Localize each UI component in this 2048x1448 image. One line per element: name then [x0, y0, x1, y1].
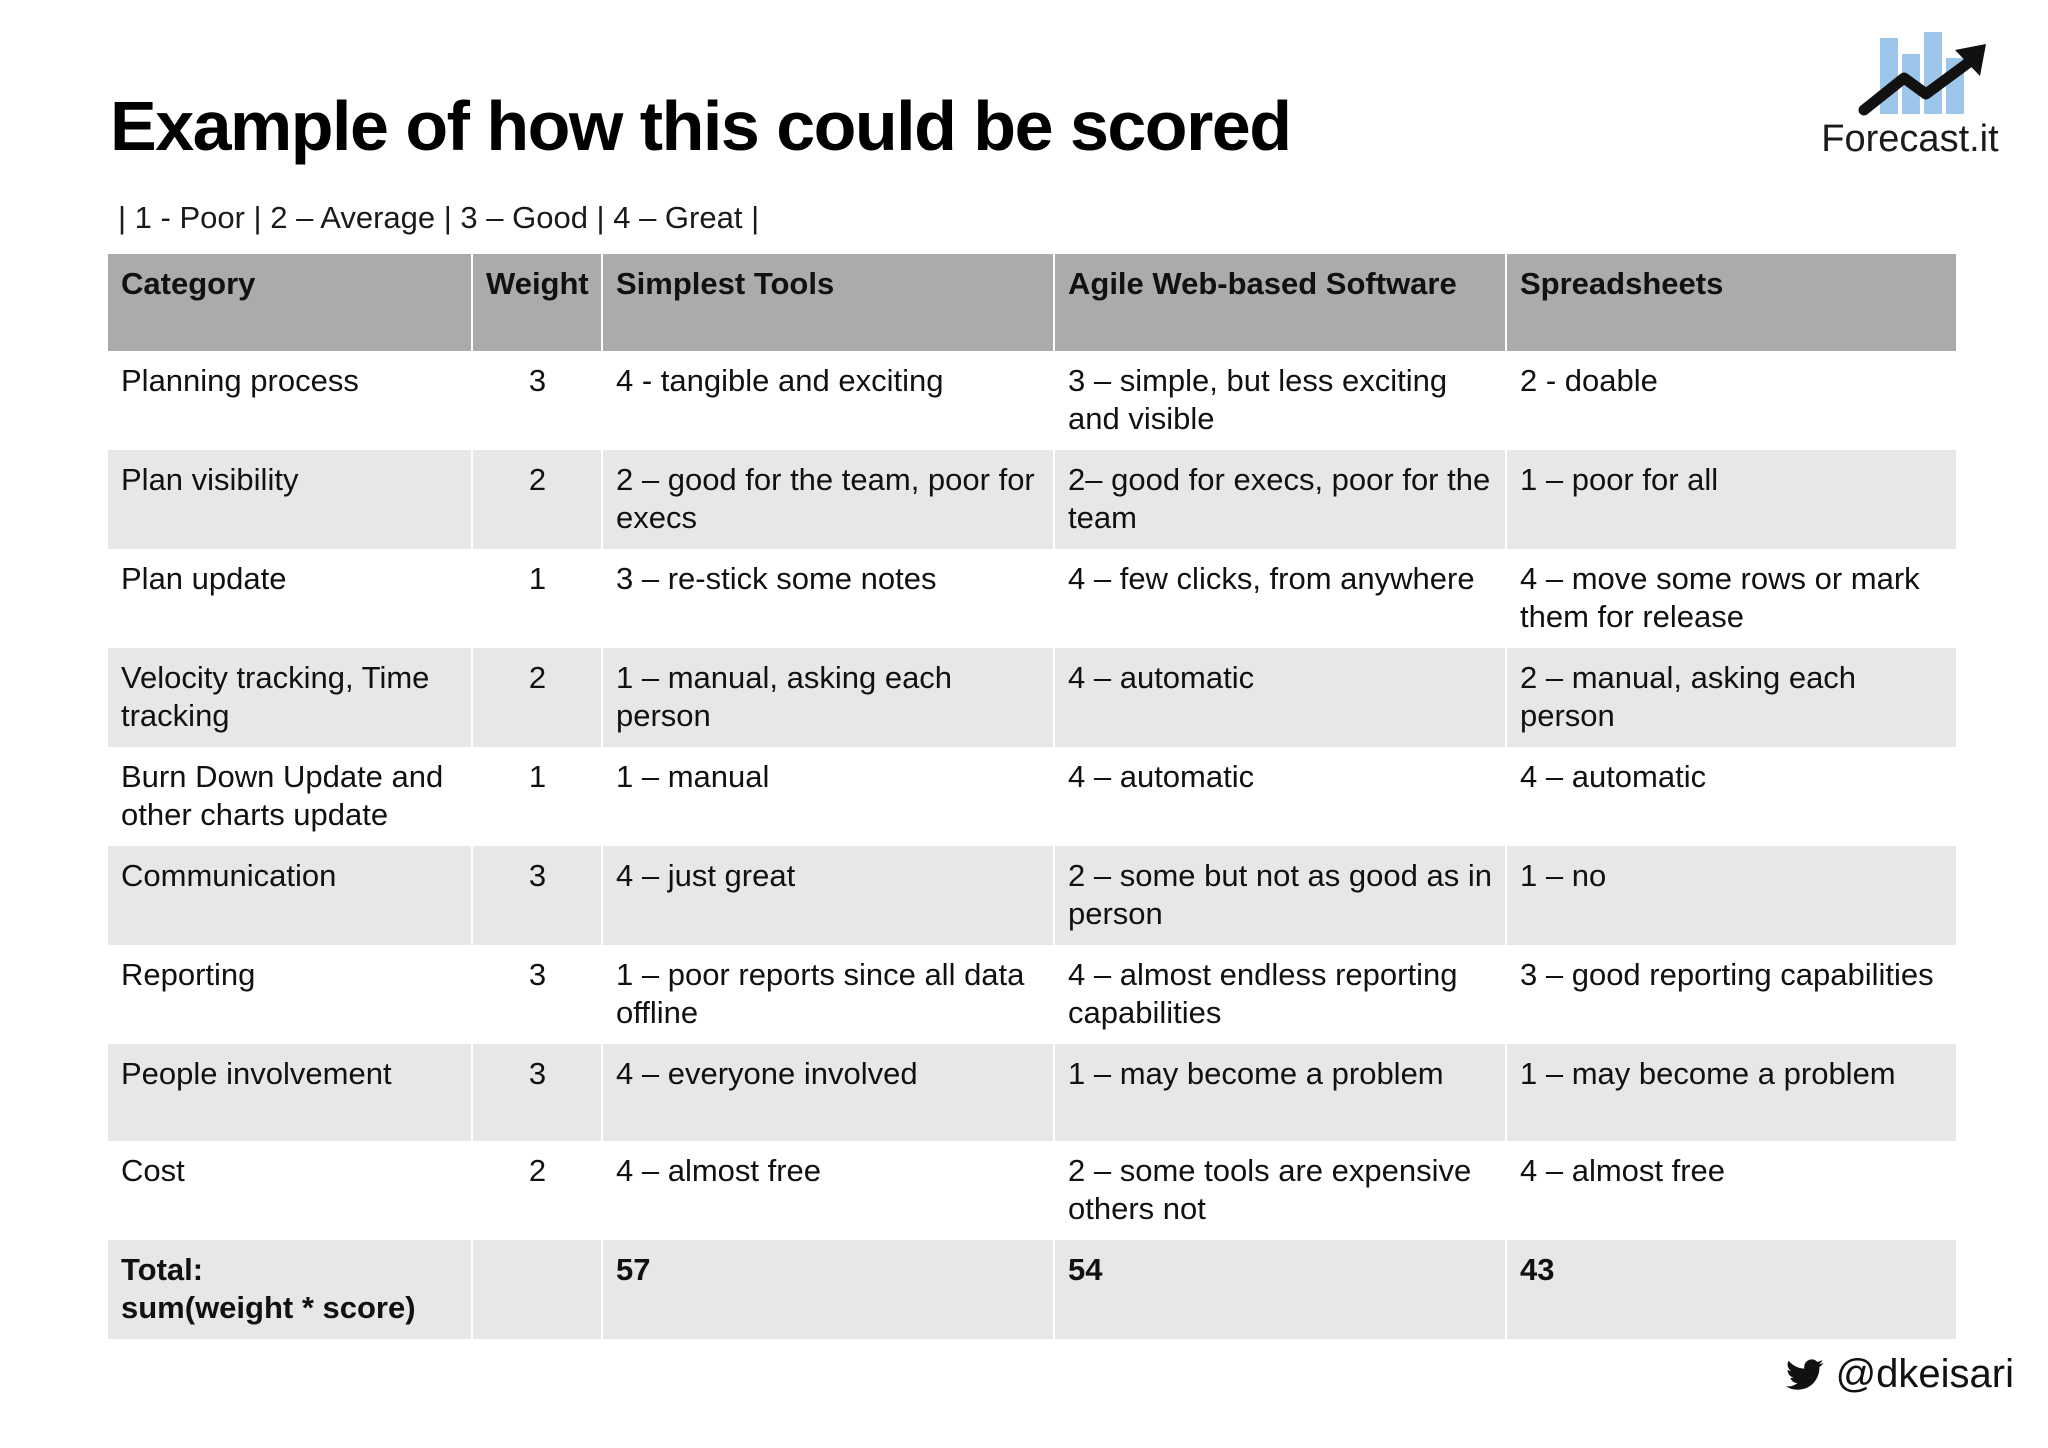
row-simplest-score: 4 – almost free	[602, 1141, 1054, 1240]
row-spreadsheets-score: 4 – almost free	[1506, 1141, 1956, 1240]
table-row	[108, 945, 1956, 1044]
brand-name: Forecast.it	[1821, 118, 1999, 160]
row-agile-score: 2– good for execs, poor for the team	[1054, 450, 1506, 549]
row-category: Plan visibility	[108, 450, 472, 549]
handle-text: @dkeisari	[1835, 1352, 2014, 1396]
row-simplest-score: 1 – poor reports since all data offline	[602, 945, 1054, 1044]
table-row	[108, 747, 1956, 846]
row-category: Plan update	[108, 549, 472, 648]
row-agile-score: 3 – simple, but less exciting and visible	[1054, 351, 1506, 450]
total-label-line1: Total:	[121, 1252, 204, 1287]
row-category: People involvement	[108, 1044, 472, 1141]
table-row	[108, 1044, 1956, 1141]
scoring-table	[108, 254, 1956, 1339]
total-simplest: 57	[602, 1240, 1054, 1339]
row-weight: 2	[472, 648, 602, 747]
table-total-row	[108, 1240, 1956, 1339]
total-label	[108, 1240, 472, 1339]
row-agile-score: 2 – some tools are expensive others not	[1054, 1141, 1506, 1240]
table-row	[108, 1141, 1956, 1240]
row-weight: 1	[472, 549, 602, 648]
row-agile-score: 4 – automatic	[1054, 648, 1506, 747]
row-category: Burn Down Update and other charts update	[108, 747, 472, 846]
table-row	[108, 450, 1956, 549]
row-simplest-score: 3 – re-stick some notes	[602, 549, 1054, 648]
row-simplest-score: 1 – manual, asking each person	[602, 648, 1054, 747]
twitter-bird-icon	[1786, 1359, 1824, 1391]
header-simplest-tools: Simplest Tools	[602, 254, 1054, 351]
total-weight	[472, 1240, 602, 1339]
header-category: Category	[108, 254, 472, 351]
header-weight: Weight	[472, 254, 602, 351]
header-agile-software: Agile Web-based Software	[1054, 254, 1506, 351]
row-agile-score: 4 – almost endless reporting capabilities	[1054, 945, 1506, 1044]
table-header-row	[108, 254, 1956, 351]
row-agile-score: 4 – automatic	[1054, 747, 1506, 846]
row-weight: 2	[472, 450, 602, 549]
row-category: Communication	[108, 846, 472, 945]
header-spreadsheets: Spreadsheets	[1506, 254, 1956, 351]
total-spreadsheets: 43	[1506, 1240, 1956, 1339]
row-simplest-score: 4 - tangible and exciting	[602, 351, 1054, 450]
row-spreadsheets-score: 1 – no	[1506, 846, 1956, 945]
row-spreadsheets-score: 2 - doable	[1506, 351, 1956, 450]
row-spreadsheets-score: 1 – poor for all	[1506, 450, 1956, 549]
table-row	[108, 351, 1956, 450]
row-spreadsheets-score: 4 – move some rows or mark them for release	[1506, 549, 1956, 648]
row-weight: 3	[472, 945, 602, 1044]
trend-arrow-logo-icon	[1830, 28, 1990, 120]
row-agile-score: 4 – few clicks, from anywhere	[1054, 549, 1506, 648]
table-row	[108, 549, 1956, 648]
row-weight: 1	[472, 747, 602, 846]
row-agile-score: 2 – some but not as good as in person	[1054, 846, 1506, 945]
row-spreadsheets-score: 3 – good reporting capabilities	[1506, 945, 1956, 1044]
row-simplest-score: 2 – good for the team, poor for execs	[602, 450, 1054, 549]
row-spreadsheets-score: 1 – may become a problem	[1506, 1044, 1956, 1141]
table-row	[108, 846, 1956, 945]
brand-logo	[1800, 28, 2020, 161]
total-label-line2: sum(weight * score)	[121, 1290, 416, 1325]
total-agile: 54	[1054, 1240, 1506, 1339]
row-weight: 3	[472, 351, 602, 450]
twitter-handle	[1786, 1352, 2014, 1397]
page-title: Example of how this could be scored	[110, 87, 1291, 165]
row-agile-score: 1 – may become a problem	[1054, 1044, 1506, 1141]
row-category: Planning process	[108, 351, 472, 450]
row-spreadsheets-score: 4 – automatic	[1506, 747, 1956, 846]
row-weight: 2	[472, 1141, 602, 1240]
scoring-scale-legend: | 1 - Poor | 2 – Average | 3 – Good | 4 – Great |	[118, 200, 760, 235]
row-simplest-score: 4 – just great	[602, 846, 1054, 945]
row-weight: 3	[472, 846, 602, 945]
row-category: Reporting	[108, 945, 472, 1044]
row-simplest-score: 4 – everyone involved	[602, 1044, 1054, 1141]
row-spreadsheets-score: 2 – manual, asking each person	[1506, 648, 1956, 747]
row-category: Cost	[108, 1141, 472, 1240]
row-weight: 3	[472, 1044, 602, 1141]
row-category: Velocity tracking, Time tracking	[108, 648, 472, 747]
row-simplest-score: 1 – manual	[602, 747, 1054, 846]
table-row	[108, 648, 1956, 747]
